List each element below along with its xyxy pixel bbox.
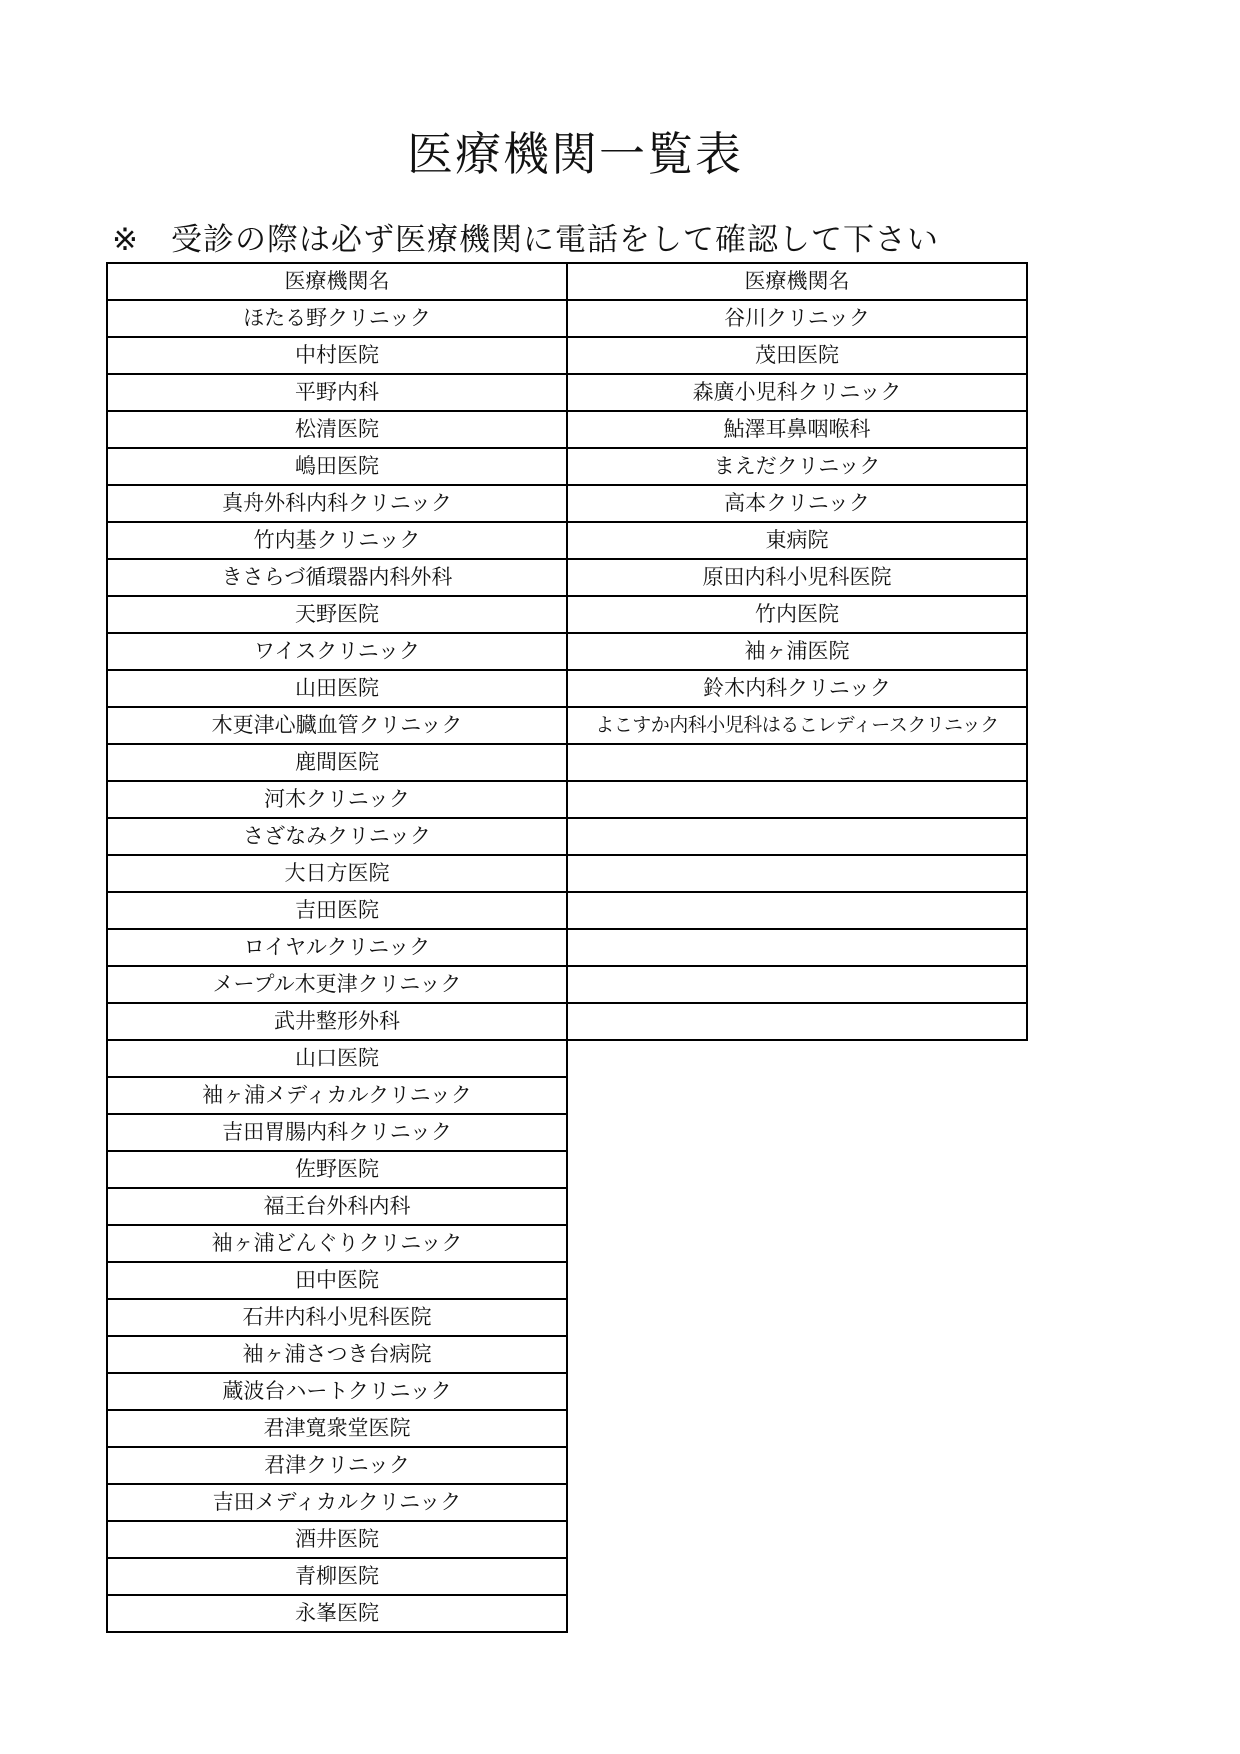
empty-cell — [567, 855, 1027, 892]
clinic-name-cell: 大日方医院 — [107, 855, 567, 892]
table-header-row — [107, 263, 567, 300]
clinic-name-cell: さざなみクリニック — [107, 818, 567, 855]
empty-cell — [567, 966, 1027, 1003]
table-row — [107, 1151, 567, 1188]
clinic-name-cell: 原田内科小児科医院 — [567, 559, 1027, 596]
table-row — [107, 1595, 567, 1632]
clinic-name-cell: 君津寛衆堂医院 — [107, 1410, 567, 1447]
table-row — [567, 559, 1027, 596]
table-row — [107, 1040, 567, 1077]
clinic-name-cell: 高本クリニック — [567, 485, 1027, 522]
table-row — [567, 744, 1027, 781]
clinic-name-cell: 袖ヶ浦どんぐりクリニック — [107, 1225, 567, 1262]
clinic-name-cell: 福王台外科内科 — [107, 1188, 567, 1225]
table-row — [107, 1373, 567, 1410]
clinic-name-cell: 平野内科 — [107, 374, 567, 411]
table-row — [107, 1521, 567, 1558]
clinic-name-cell: よこすか内科小児科はるこレディースクリニック — [567, 707, 1027, 744]
clinic-name-cell: 武井整形外科 — [107, 1003, 567, 1040]
clinic-name-cell: ワイスクリニック — [107, 633, 567, 670]
clinic-name-cell: 君津クリニック — [107, 1447, 567, 1484]
table-row — [567, 670, 1027, 707]
left-clinic-table — [106, 262, 568, 1633]
table-row — [107, 374, 567, 411]
clinic-name-cell: 山口医院 — [107, 1040, 567, 1077]
clinic-name-cell: 竹内基クリニック — [107, 522, 567, 559]
table-row — [567, 300, 1027, 337]
clinic-name-cell: 竹内医院 — [567, 596, 1027, 633]
table-row — [107, 781, 567, 818]
clinic-name-cell: 吉田メディカルクリニック — [107, 1484, 567, 1521]
table-row — [567, 337, 1027, 374]
table-row — [107, 707, 567, 744]
table-row — [567, 633, 1027, 670]
clinic-name-cell: ほたる野クリニック — [107, 300, 567, 337]
table-row — [567, 411, 1027, 448]
table-row — [107, 744, 567, 781]
clinic-name-cell: 鮎澤耳鼻咽喉科 — [567, 411, 1027, 448]
table-row — [107, 411, 567, 448]
empty-cell — [567, 744, 1027, 781]
table-row — [567, 596, 1027, 633]
clinic-name-cell: 鹿間医院 — [107, 744, 567, 781]
clinic-name-cell: 嶋田医院 — [107, 448, 567, 485]
notice-text: ※ 受診の際は必ず医療機関に電話をして確認して下さい — [112, 222, 939, 258]
clinic-name-cell: 袖ヶ浦さつき台病院 — [107, 1336, 567, 1373]
clinic-name-cell: 谷川クリニック — [567, 300, 1027, 337]
clinic-name-cell: 石井内科小児科医院 — [107, 1299, 567, 1336]
clinic-name-cell: 田中医院 — [107, 1262, 567, 1299]
table-row — [107, 522, 567, 559]
clinic-name-cell: 山田医院 — [107, 670, 567, 707]
table-row — [107, 1114, 567, 1151]
empty-cell — [567, 781, 1027, 818]
table-row — [107, 448, 567, 485]
table-row — [567, 485, 1027, 522]
table-row — [107, 966, 567, 1003]
column-header: 医療機関名 — [107, 263, 567, 300]
table-row — [107, 300, 567, 337]
table-row — [107, 337, 567, 374]
column-header: 医療機関名 — [567, 263, 1027, 300]
table-row — [567, 374, 1027, 411]
table-row — [567, 522, 1027, 559]
clinic-name-cell: 袖ヶ浦メディカルクリニック — [107, 1077, 567, 1114]
empty-cell — [567, 1003, 1027, 1040]
table-row — [567, 818, 1027, 855]
clinic-name-cell: 真舟外科内科クリニック — [107, 485, 567, 522]
table-row — [107, 929, 567, 966]
table-row — [567, 929, 1027, 966]
clinic-name-cell: 森廣小児科クリニック — [567, 374, 1027, 411]
table-row — [107, 1262, 567, 1299]
clinic-name-cell: 佐野医院 — [107, 1151, 567, 1188]
table-row — [107, 1188, 567, 1225]
table-row — [107, 633, 567, 670]
table-row — [107, 855, 567, 892]
clinic-name-cell: 永峯医院 — [107, 1595, 567, 1632]
empty-cell — [567, 929, 1027, 966]
table-row — [107, 1484, 567, 1521]
clinic-name-cell: 木更津心臓血管クリニック — [107, 707, 567, 744]
clinic-name-cell: 吉田医院 — [107, 892, 567, 929]
clinic-name-cell: 天野医院 — [107, 596, 567, 633]
table-row — [107, 485, 567, 522]
clinic-name-cell: ロイヤルクリニック — [107, 929, 567, 966]
clinic-name-cell: 東病院 — [567, 522, 1027, 559]
clinic-name-cell: 吉田胃腸内科クリニック — [107, 1114, 567, 1151]
table-row — [107, 1077, 567, 1114]
clinic-name-cell: メープル木更津クリニック — [107, 966, 567, 1003]
table-row — [107, 1003, 567, 1040]
table-row — [567, 781, 1027, 818]
empty-cell — [567, 818, 1027, 855]
table-row — [567, 855, 1027, 892]
clinic-name-cell: 松清医院 — [107, 411, 567, 448]
clinic-name-cell: 河木クリニック — [107, 781, 567, 818]
table-row — [107, 1447, 567, 1484]
clinic-name-cell: 茂田医院 — [567, 337, 1027, 374]
empty-cell — [567, 892, 1027, 929]
table-row — [107, 1299, 567, 1336]
clinic-name-cell: まえだクリニック — [567, 448, 1027, 485]
table-row — [107, 670, 567, 707]
table-row — [107, 818, 567, 855]
clinic-name-cell: 袖ヶ浦医院 — [567, 633, 1027, 670]
right-clinic-table — [566, 262, 1028, 1041]
clinic-name-cell: 青柳医院 — [107, 1558, 567, 1595]
table-header-row — [567, 263, 1027, 300]
table-row — [107, 559, 567, 596]
clinic-name-cell: 蔵波台ハートクリニック — [107, 1373, 567, 1410]
table-row — [107, 1225, 567, 1262]
table-row — [107, 892, 567, 929]
table-row — [567, 707, 1027, 744]
table-row — [567, 1003, 1027, 1040]
clinic-name-cell: 酒井医院 — [107, 1521, 567, 1558]
table-row — [107, 596, 567, 633]
clinic-name-cell: 鈴木内科クリニック — [567, 670, 1027, 707]
table-row — [107, 1336, 567, 1373]
table-row — [107, 1558, 567, 1595]
table-row — [567, 892, 1027, 929]
page-title: 医療機関一覧表 — [407, 127, 743, 181]
table-row — [107, 1410, 567, 1447]
table-row — [567, 966, 1027, 1003]
clinic-name-cell: 中村医院 — [107, 337, 567, 374]
table-row — [567, 448, 1027, 485]
clinic-name-cell: きさらづ循環器内科外科 — [107, 559, 567, 596]
